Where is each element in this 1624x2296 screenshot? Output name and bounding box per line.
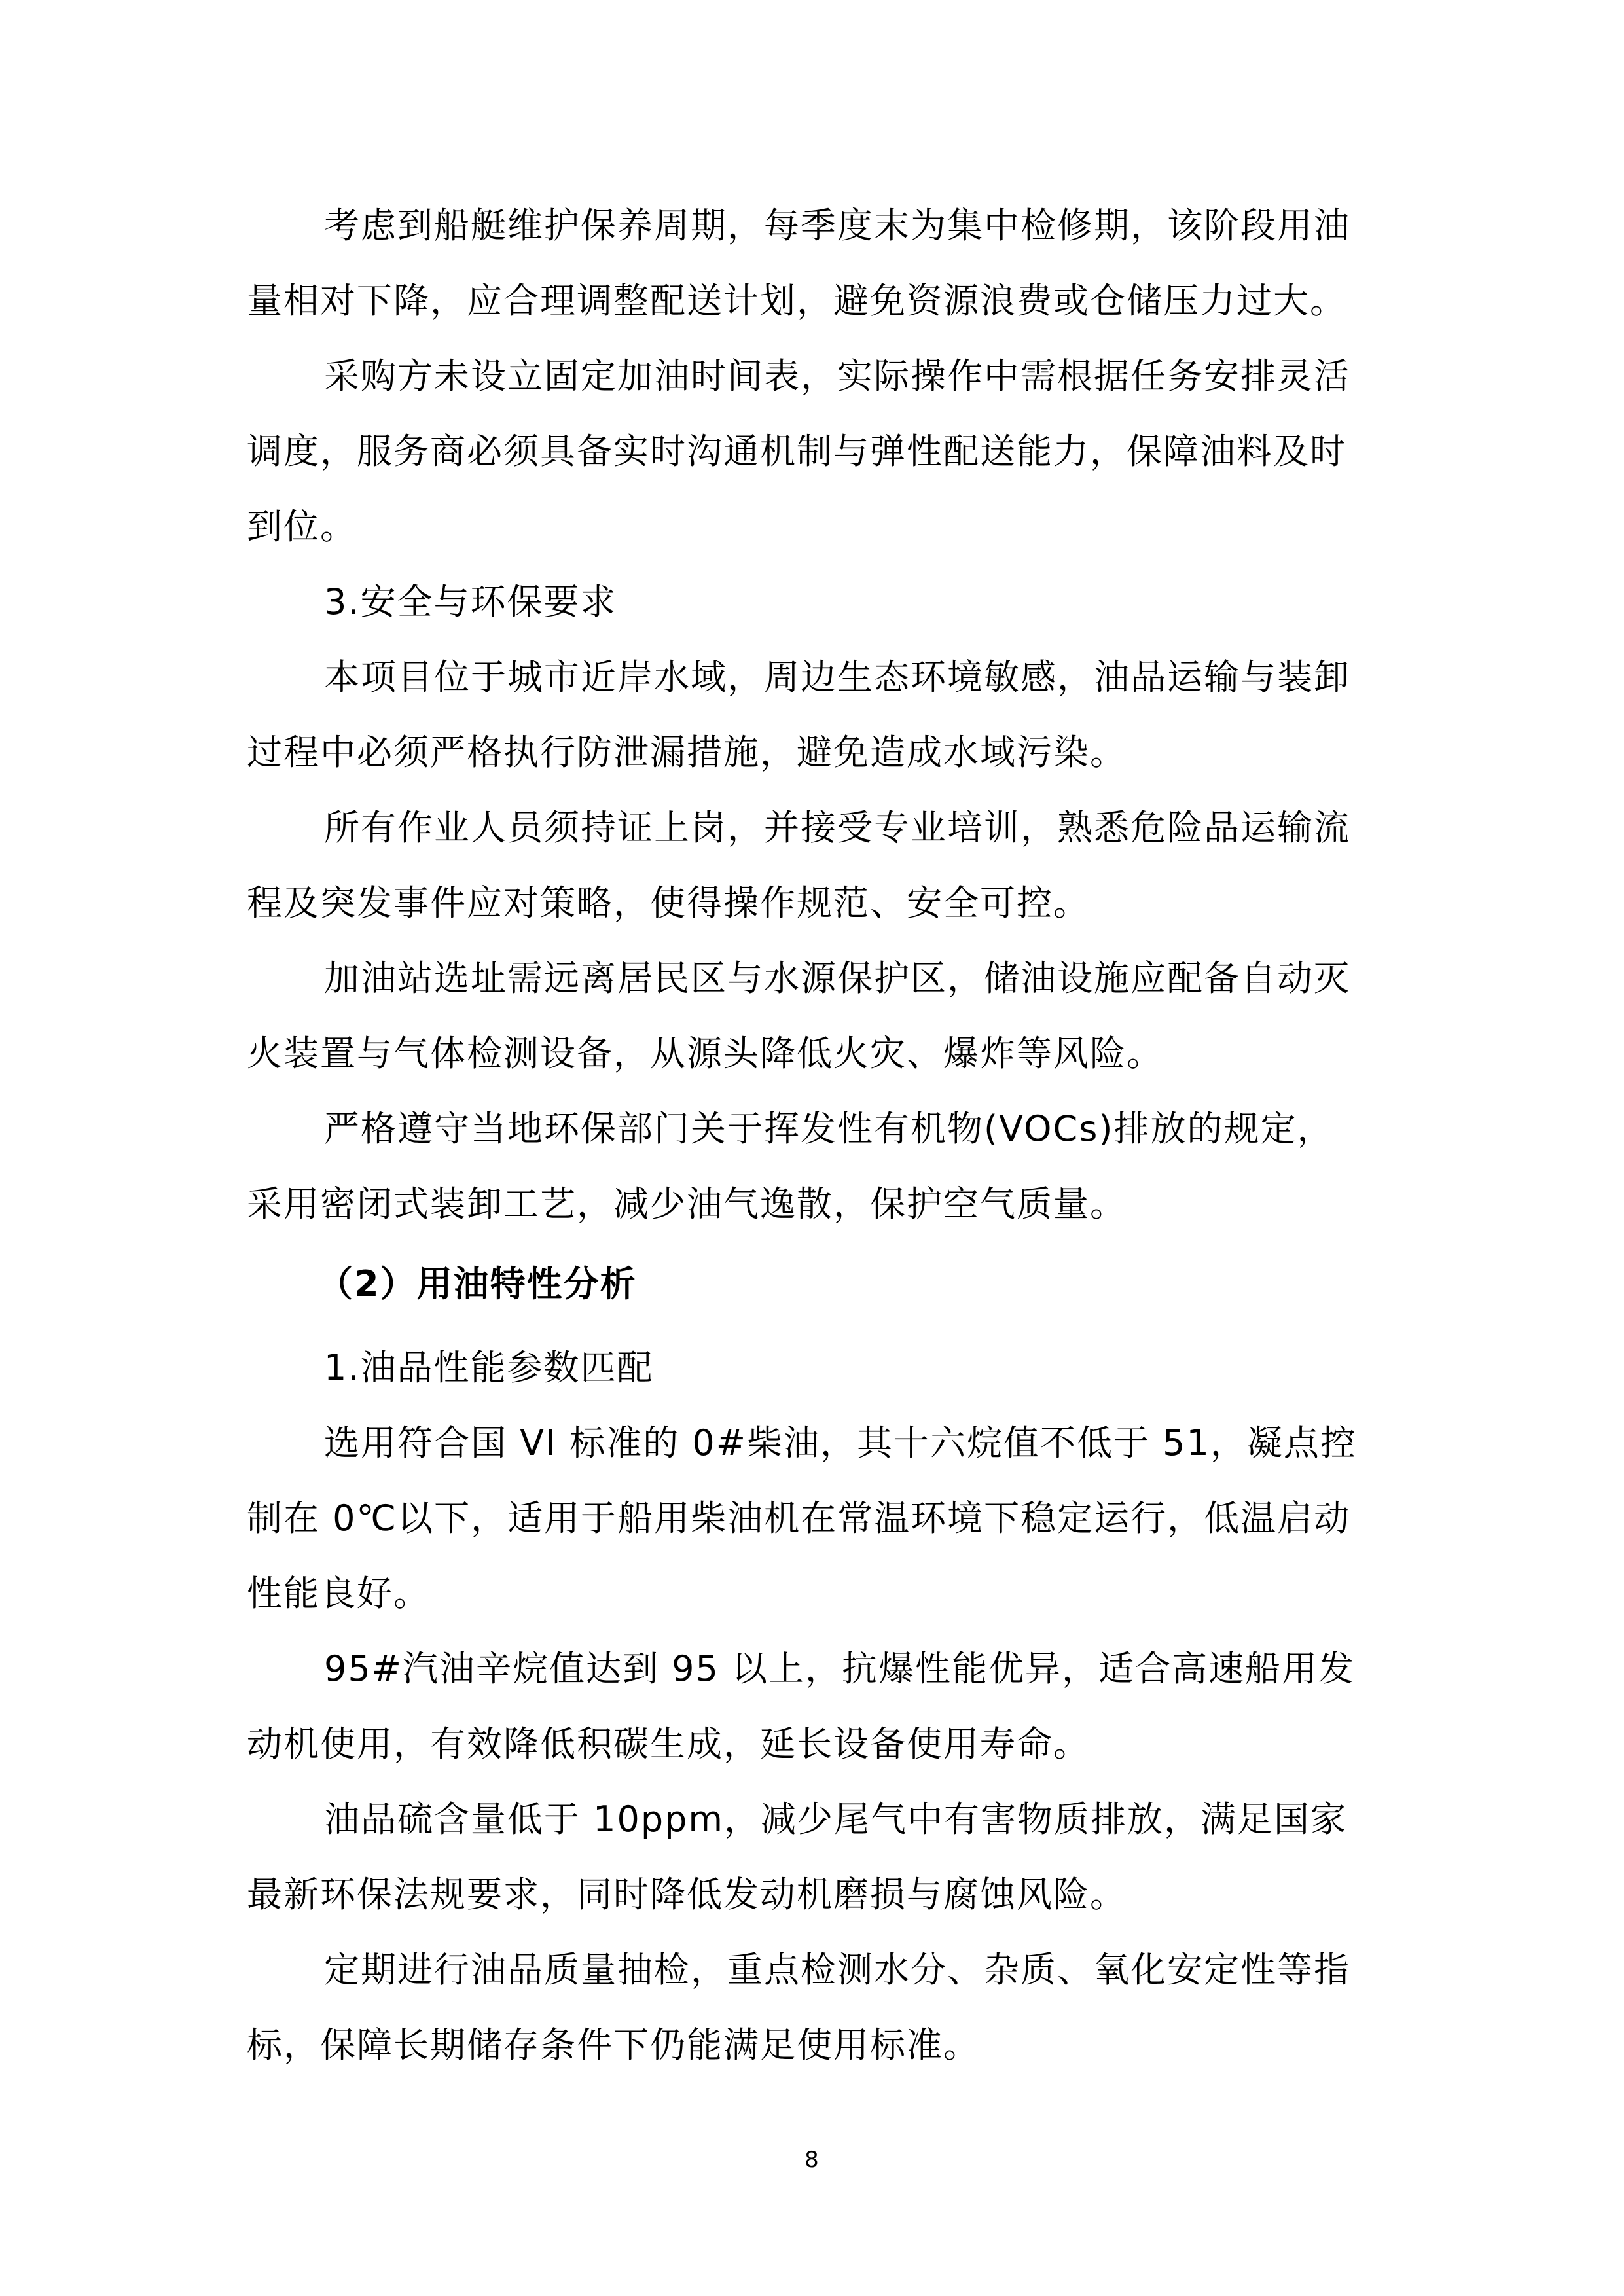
paragraph-line: 本项目位于城市近岸水域，周边生态环境敏感，油品运输与装卸 — [324, 656, 1350, 698]
paragraph-line: 动机使用，有效降低积碳生成，延长设备使用寿命。 — [247, 1723, 1090, 1765]
page-number: 8 — [804, 2147, 819, 2173]
paragraph-line: 加油站选址需远离居民区与水源保护区，储油设施应配备自动灭 — [324, 958, 1350, 999]
paragraph-line: 火装置与气体检测设备，从源头降低火灾、爆炸等风险。 — [247, 1033, 1163, 1074]
paragraph-line: 95#汽油辛烷值达到 95 以上，抗爆性能优异，适合高速船用发 — [324, 1648, 1355, 1689]
paragraph-line: 考虑到船艇维护保养周期，每季度末为集中检修期，该阶段用油 — [324, 205, 1350, 246]
section-subheading: 1.油品性能参数匹配 — [324, 1347, 654, 1388]
paragraph-line: 所有作业人员须持证上岗，并接受专业培训，熟悉危险品运输流 — [324, 807, 1350, 848]
paragraph-line: 采购方未设立固定加油时间表，实际操作中需根据任务安排灵活 — [324, 355, 1350, 397]
paragraph-line: 采用密闭式装卸工艺，减少油气逸散，保护空气质量。 — [247, 1183, 1127, 1225]
paragraph-line: 选用符合国 VI 标准的 0#柴油，其十六烷值不低于 51，凝点控 — [324, 1422, 1357, 1463]
paragraph-line: 到位。 — [247, 506, 357, 547]
paragraph-line: 过程中必须严格执行防泄漏措施，避免造成水域污染。 — [247, 732, 1127, 773]
paragraph-line: 油品硫含量低于 10ppm，减少尾气中有害物质排放，满足国家 — [324, 1799, 1348, 1840]
paragraph-line: 标，保障长期储存条件下仍能满足使用标准。 — [247, 2024, 980, 2066]
paragraph-line: 制在 0℃以下，适用于船用柴油机在常温环境下稳定运行，低温启动 — [247, 1498, 1351, 1539]
section-heading: （2）用油特性分析 — [317, 1263, 637, 1304]
paragraph-line: 程及突发事件应对策略，使得操作规范、安全可控。 — [247, 882, 1090, 924]
paragraph-line: 最新环保法规要求，同时降低发动机磨损与腐蚀风险。 — [247, 1874, 1127, 1915]
paragraph-line: 严格遵守当地环保部门关于挥发性有机物(VOCs)排放的规定， — [324, 1108, 1334, 1149]
section-subheading: 3.安全与环保要求 — [324, 581, 617, 622]
paragraph-line: 量相对下降，应合理调整配送计划，避免资源浪费或仓储压力过大。 — [247, 280, 1346, 321]
paragraph-line: 定期进行油品质量抽检，重点检测水分、杂质、氧化安定性等指 — [324, 1949, 1350, 1990]
paragraph-line: 调度，服务商必须具备实时沟通机制与弹性配送能力，保障油料及时 — [247, 431, 1346, 472]
paragraph-line: 性能良好。 — [247, 1573, 430, 1614]
